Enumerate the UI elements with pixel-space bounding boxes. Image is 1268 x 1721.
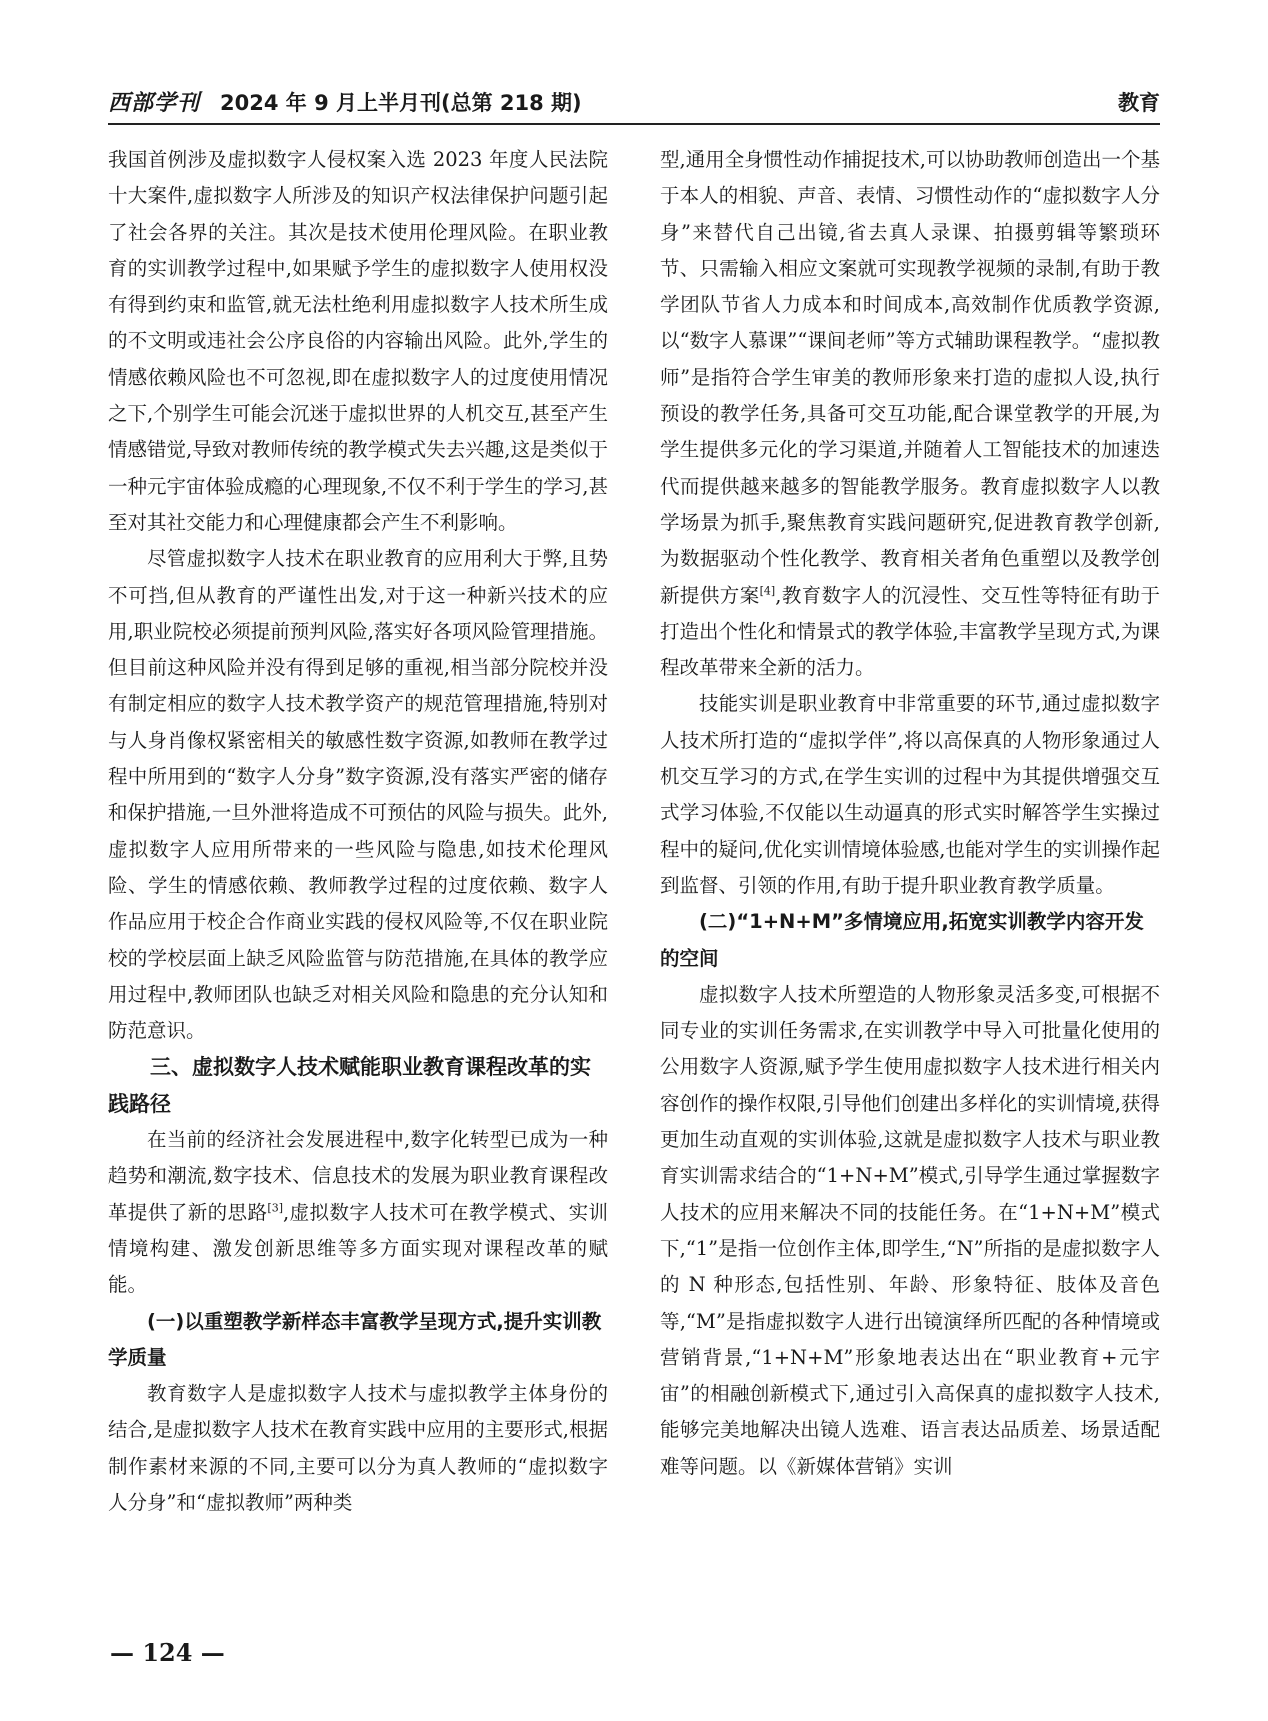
journal-logo: 西部学刊 bbox=[108, 90, 201, 116]
right-column bbox=[660, 142, 1160, 1485]
left-column bbox=[108, 142, 608, 1521]
paragraph: 我国首例涉及虚拟数字人侵权案入选 2023 年度人民法院十大案件,虚拟数字人所涉及的知识产权法律保护问题引起了社会各界的关注。其次是技术使用伦理风险。在职业教育的实训教学过程中,如果赋予学生的虚拟数字人使用权没有得到约束和监管,就无法杜绝利用虚拟数字人技术所生成的不文明或违社会公序良俗的内容输出风险。此外,学生的情感依赖风险也不可忽视,即在虚拟数字人的过度使用情况之下,个别学生可能会沉迷于虚拟世界的人机交互,甚至产生情感错觉,导致对教师传统的教学模式失去兴趣,这是类似于一种元宇宙体验成瘾的心理现象,不仅不利于学生的学习,甚至对其社交能力和心理健康都会产生不利影响。 bbox=[108, 148, 608, 534]
paragraph bbox=[108, 1122, 608, 1303]
subsection-heading: (二)“1+N+M”多情境应用,拓宽实训教学内容开发的空间 bbox=[660, 910, 1144, 970]
paragraph-text: 在当前的经济社会发展进程中,数字化转型已成为一种趋势和潮流,数字技术、信息技术的发展为职业教育课程改革提供了新的思路 bbox=[108, 1128, 608, 1224]
citation-ref: [4] bbox=[759, 584, 776, 598]
issue-info: 2024 年 9 月上半月刊(总第 218 期) bbox=[220, 91, 582, 115]
paragraph: 虚拟数字人技术所塑造的人物形象灵活多变,可根据不同专业的实训任务需求,在实训教学中导入可批量化使用的公用数字人资源,赋予学生使用虚拟数字人技术进行相关内容创作的操作权限,引导他们创建出多样化的实训情境,获得更加生动直观的实训体验,这就是虚拟数字人技术与职业教育实训需求结合的“1+N+M”模式,引导学生通过掌握数字人技术的应用来解决不同的技能任务。在“1+N+M”模式下,“1”是指一位创作主体,即学生,“N”所指的是虚拟数字人的 N 种形态,包括性别、年龄、形象特征、肢体及音色等,“M”是指虚拟数字人进行出镜演绎所匹配的各种情境或营销背景,“1+N+M”形象地表达出在“职业教育+元宇宙”的相融创新模式下,通过引入高保真的虚拟数字人技术,能够完美地解决出镜人选难、语言表达品质差、场景适配难等问题。以《新媒体营销》实训 bbox=[660, 982, 1160, 1478]
subsection-heading: (一)以重塑教学新样态丰富教学呈现方式,提升实训教学质量 bbox=[108, 1309, 602, 1369]
paragraph-text: ,教育数字人的沉浸性、交互性等特征有助于打造出个性化和情景式的教学体验,丰富教学呈现方式,为课程改革带来全新的活力。 bbox=[660, 583, 1160, 680]
paragraph-text: ,虚拟数字人技术可在教学模式、实训情境构建、激发创新思维等多方面实现对课程改革的赋能。 bbox=[108, 1200, 608, 1297]
section-heading: 三、虚拟数字人技术赋能职业教育课程改革的实践路径 bbox=[108, 1055, 591, 1116]
running-header bbox=[108, 88, 1160, 120]
header-rule bbox=[108, 123, 1160, 125]
page-number: — 124 — bbox=[110, 1638, 225, 1667]
paragraph-text: 型,通用全身惯性动作捕捉技术,可以协助教师创造出一个基于本人的相貌、声音、表情、习惯性动作的“虚拟数字人分身”来替代自己出镜,省去真人录课、拍摄剪辑等繁琐环节、只需输入相应文案就可实现教学视频的录制,有助于教学团队节省人力成本和时间成本,高效制作优质教学资源,以“数字人慕课”“课间老师”等方式辅助课程教学。“虚拟教师”是指符合学生审美的教师形象来打造的虚拟人设,执行预设的教学任务,具备可交互功能,配合课堂教学的开展,为学生提供多元化的学习渠道,并随着人工智能技术的加速迭代而提供越来越多的智能教学服务。教育虚拟数字人以教学场景为抓手,聚焦教育实践问题研究,促进教育教学创新,为数据驱动个性化教学、教育相关者角色重塑以及教学创新提供方案 bbox=[660, 148, 1160, 607]
paragraph: 教育数字人是虚拟数字人技术与虚拟教学主体身份的结合,是虚拟数字人技术在教育实践中应用的主要形式,根据制作素材来源的不同,主要可以分为真人教师的“虚拟数字人分身”和“虚拟教师”两种类 bbox=[108, 1382, 608, 1514]
paragraph bbox=[660, 142, 1160, 686]
paragraph: 尽管虚拟数字人技术在职业教育的应用利大于弊,且势不可挡,但从教育的严谨性出发,对于这一种新兴技术的应用,职业院校必须提前预判风险,落实好各项风险管理措施。但目前这种风险并没有得到足够的重视,相当部分院校并没有制定相应的数字人技术教学资产的规范管理措施,特别对与人身肖像权紧密相关的敏感性数字资源,如教师在教学过程中所用到的“数字人分身”数字资源,没有落实严密的储存和保护措施,一旦外泄将造成不可预估的风险与损失。此外,虚拟数字人应用所带来的一些风险与隐患,如技术伦理风险、学生的情感依赖、教师教学过程的过度依赖、数字人作品应用于校企合作商业实践的侵权风险等,不仅在职业院校的学校层面上缺乏风险监管与防范措施,在具体的教学应用过程中,教师团队也缺乏对相关风险和隐患的充分认知和防范意识。 bbox=[108, 547, 608, 1043]
section-name: 教育 bbox=[1118, 91, 1160, 115]
paragraph: 技能实训是职业教育中非常重要的环节,通过虚拟数字人技术所打造的“虚拟学伴”,将以高保真的人物形象通过人机交互学习的方式,在学生实训的过程中为其提供增强交互式学习体验,不仅能以生动逼真的形式实时解答学生实操过程中的疑问,优化实训情境体验感,也能对学生的实训操作起到监督、引领的作用,有助于提升职业教育教学质量。 bbox=[660, 692, 1160, 897]
citation-ref: [3] bbox=[267, 1201, 283, 1215]
